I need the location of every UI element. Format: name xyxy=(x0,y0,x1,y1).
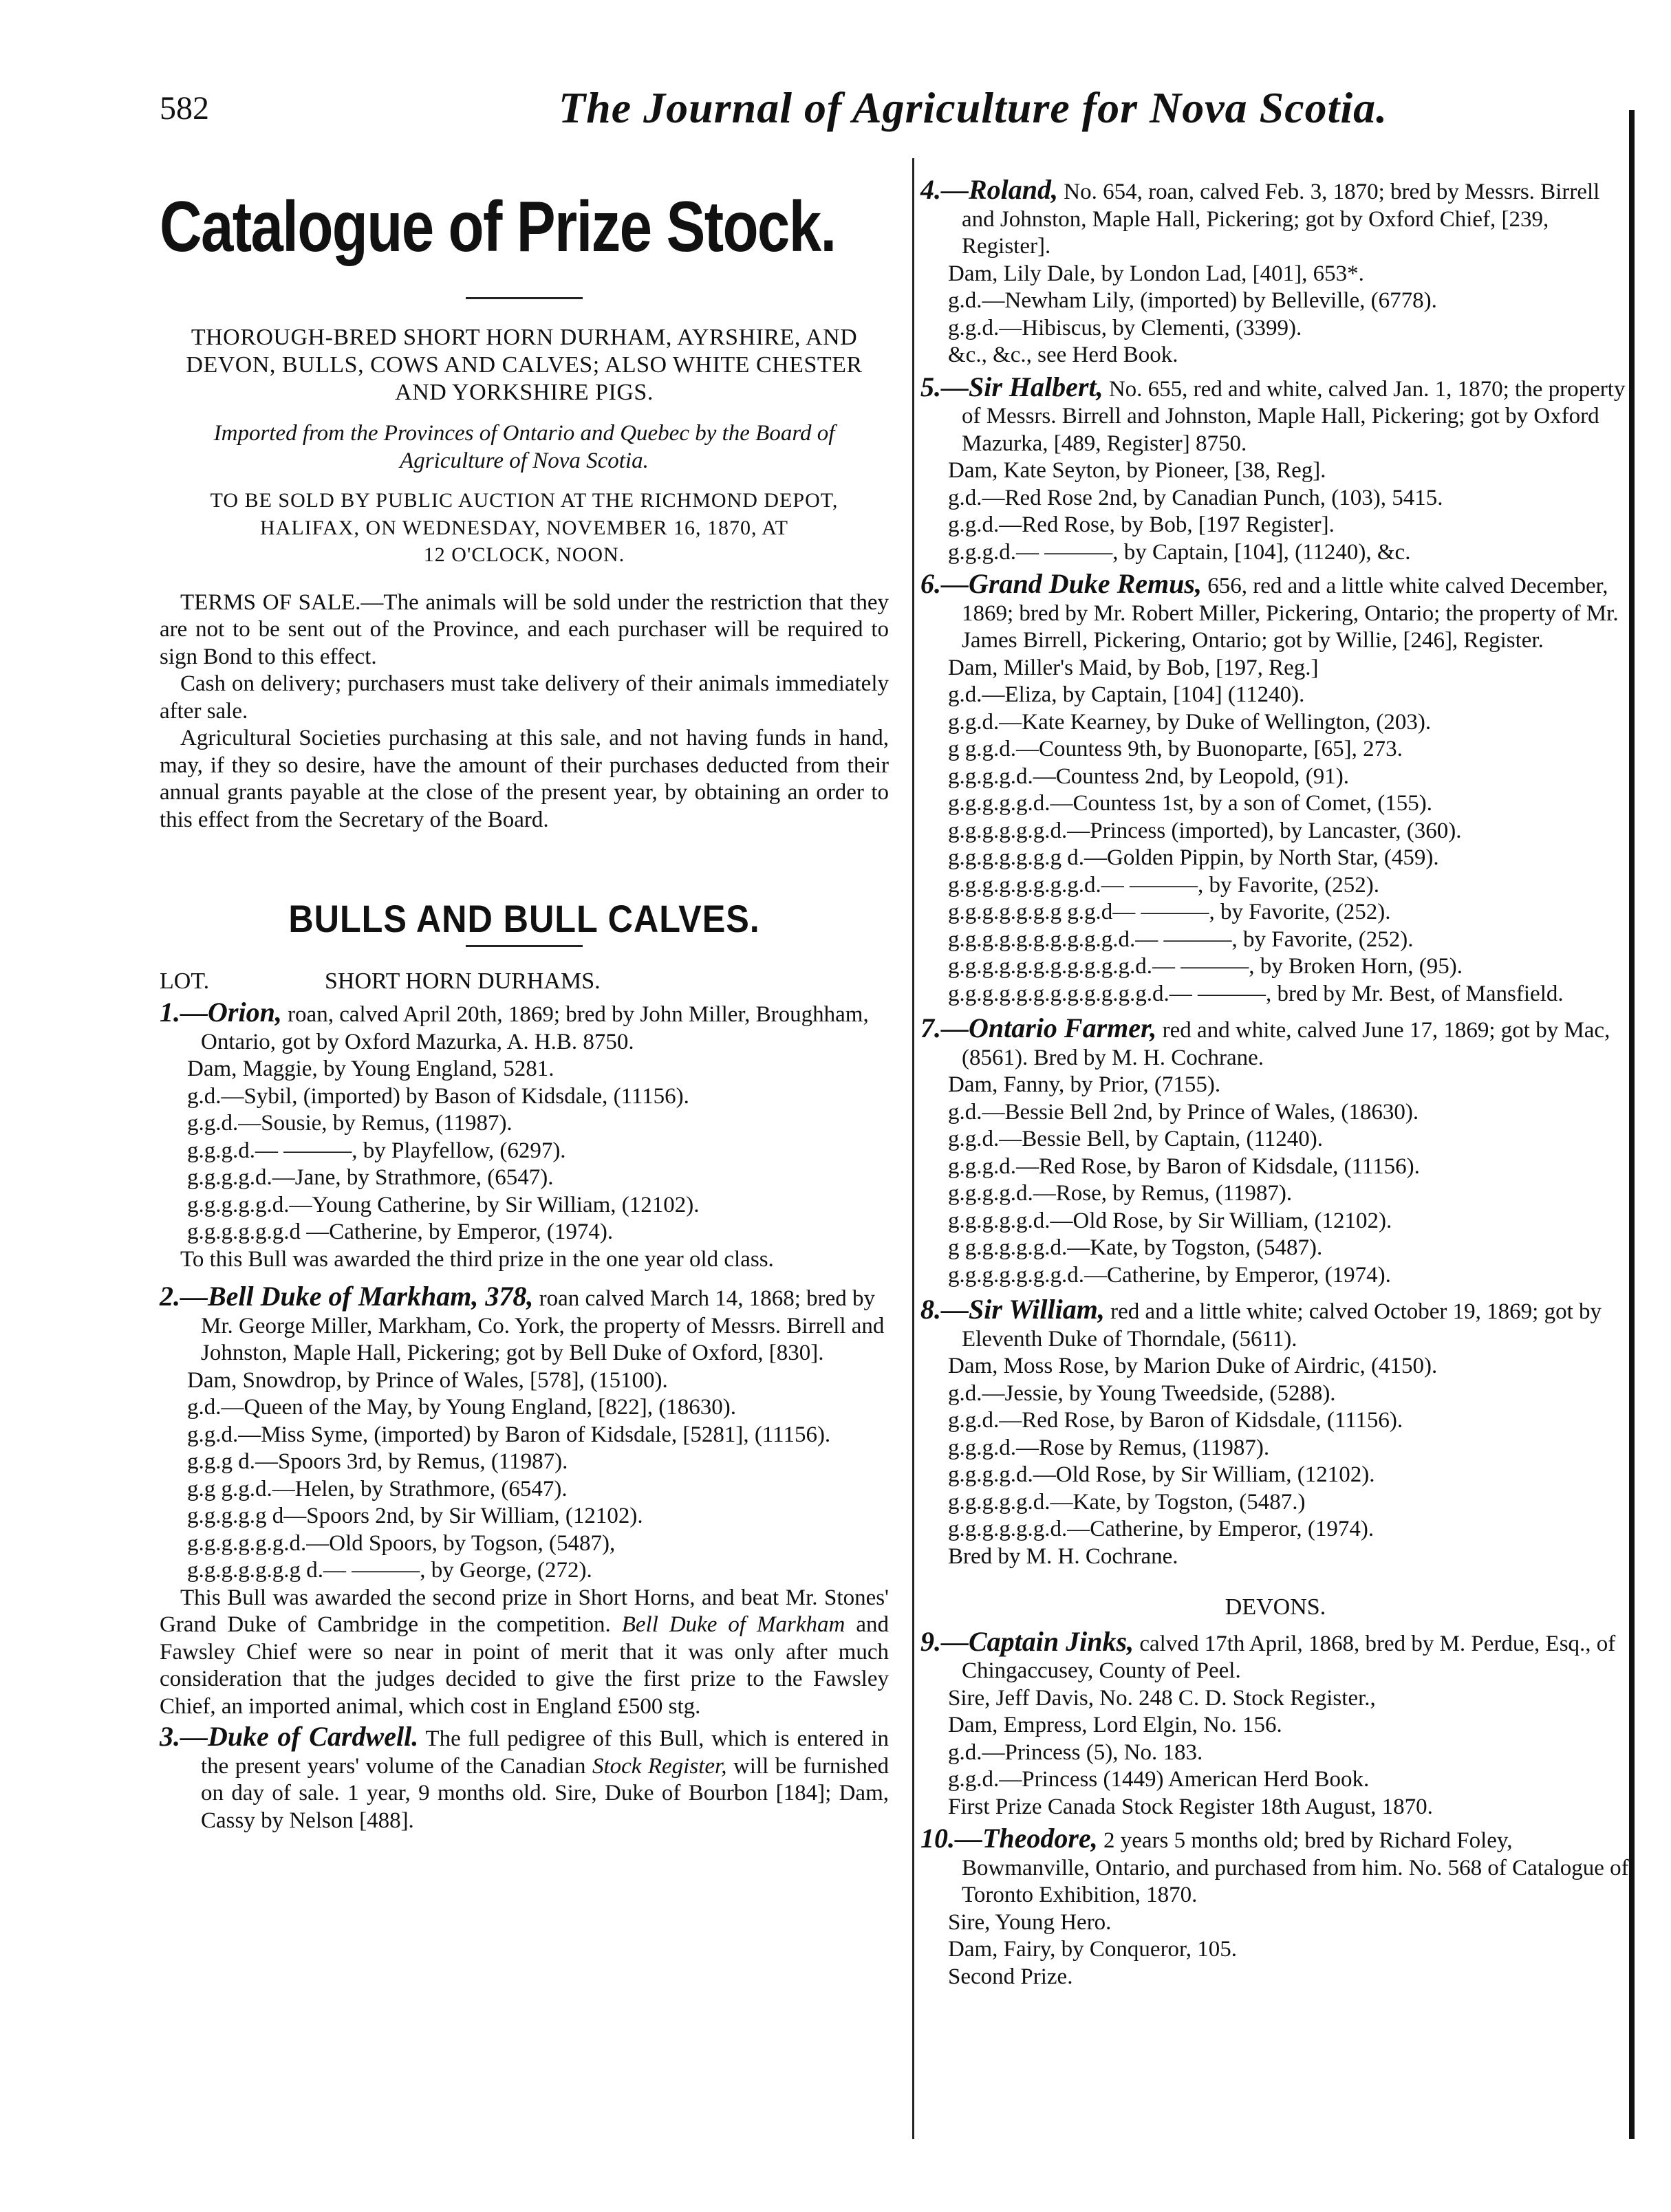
catalogue-subtitle: THOROUGH-BRED SHORT HORN DURHAM, AYRSHIRE, AND DEVON, BULLS, COWS AND CALVES; ALSO WHITE CHESTER AND YORKSHIRE PIGS. xyxy=(186,325,863,405)
lot-name: 1.—Orion, xyxy=(160,997,282,1028)
pedigree-line: g.g.g.g.d.—Old Rose, by Sir William, (12102). xyxy=(948,1462,1375,1487)
lot-name: 3.—Duke of Cardwell. xyxy=(160,1721,419,1752)
lot-description: red and a little white; calved October 19, 1869; got by Eleventh Duke of Thorndale, (5611). xyxy=(962,1299,1602,1352)
lot-name: 8.—Sir William, xyxy=(920,1294,1105,1325)
lot-description: will be furnished on day of sale. 1 year, 9 months old. Sire, Duke of Bourbon [184]; Dam, Cassy by Nelson [488]. xyxy=(201,1753,890,1833)
pedigree-line: g.d.—Jessie, by Young Tweedside, (5288). xyxy=(948,1380,1336,1406)
lot-description: red and white, calved June 17, 1869; got by Mac, (8561). Bred by M. H. Cochrane. xyxy=(962,1018,1610,1070)
pedigree-list xyxy=(920,1353,1630,1570)
pedigree-line: g.g.g.g.g.g.g g.g.d— ———, by Favorite, (252). xyxy=(948,900,1391,924)
lot-entry xyxy=(160,1283,889,1720)
lot-entry xyxy=(920,570,1630,1008)
lot-entry xyxy=(920,373,1630,567)
pedigree-list xyxy=(160,1056,889,1246)
lot-name: 9.—Captain Jinks, xyxy=(920,1625,1134,1657)
pedigree-line: Sire, Young Hero. xyxy=(948,1909,1112,1935)
column-divider xyxy=(912,158,914,2139)
lot-name: 5.—Sir Halbert, xyxy=(920,371,1103,402)
pedigree-line: First Prize Canada Stock Register 18th August, 1870. xyxy=(948,1794,1433,1819)
pedigree-line: g.g.d.—Red Rose, by Bob, [197 Register]. xyxy=(948,512,1335,537)
pedigree-list xyxy=(920,1909,1630,1991)
catalogue-title: Catalogue of Prize Stock. xyxy=(160,187,836,267)
pedigree-line: Dam, Snowdrop, by Prince of Wales, [578], (15100). xyxy=(187,1367,668,1393)
pedigree-line: Second Prize. xyxy=(948,1964,1073,1989)
lot-entry xyxy=(920,1825,1630,1991)
lot-description: The full pedigree of this Bull, which is entered in the present years' volume of the Canadian xyxy=(201,1726,890,1779)
lot-entry xyxy=(920,1012,1630,1289)
pedigree-line: g.d.—Newham Lily, (imported) by Belleville, (6778). xyxy=(948,288,1437,313)
lot-name: 2.—Bell Duke of Markham, 378, xyxy=(160,1281,534,1312)
lot-description: No. 655, red and white, calved Jan. 1, 1870; the property of Messrs. Birrell and Johnston, Maple Hall, Pickering; got by Oxford Mazurka, [489, Register] 8750. xyxy=(962,376,1626,456)
pedigree-line: g.g.d.—Red Rose, by Baron of Kidsdale, (11156). xyxy=(948,1408,1403,1433)
pedigree-line: g.g.g.g.g.g.g.d.—Catherine, by Emperor, (1974). xyxy=(948,1262,1391,1288)
lot-label: LOT. xyxy=(160,968,210,994)
lot-name: 6.—Grand Duke Remus, xyxy=(920,568,1202,599)
lot-description-italic: Stock Register, xyxy=(592,1753,727,1779)
pedigree-line: Sire, Jeff Davis, No. 248 C. D. Stock Register., xyxy=(948,1685,1376,1711)
pedigree-list xyxy=(920,655,1630,1008)
lot-description: calved 17th April, 1868, bred by M. Perdue, Esq., of Chingaccusey, County of Peel. xyxy=(962,1631,1616,1683)
sale-line: 12 O'CLOCK, NOON. xyxy=(423,543,625,566)
lot-description: roan calved March 14, 1868; bred by Mr. George Miller, Markham, Co. York, the property of Messrs. Birrell and Johnston, Maple Hall, Pickering; got by Bell Duke of Oxford, [830]. xyxy=(201,1286,885,1365)
pedigree-line: g.d.—Sybil, (imported) by Bason of Kidsdale, (11156). xyxy=(187,1083,689,1109)
lot-entry xyxy=(920,176,1630,369)
lot-note-text: This Bull was awarded the second prize in Short Horns, and beat Mr. Stones' Grand Duke of Cambridge in the competition. xyxy=(160,1585,889,1637)
section-rule xyxy=(466,945,583,947)
lot-header xyxy=(160,968,889,995)
pedigree-line: g.g.d.—Miss Syme, (imported) by Baron of Kidsdale, [5281], (11156). xyxy=(187,1422,831,1447)
journal-title: The Journal of Agriculture for Nova Scotia. xyxy=(559,83,1388,132)
pedigree-line: g.g.g.g.g.g.d.—Old Spoors, by Togson, (5487), xyxy=(187,1530,616,1556)
lot-entry xyxy=(920,1625,1630,1821)
lot-note-text: and Fawsley Chief were so near in point of merit that it was only after much consideration that the judges decided to give the first prize to the Fawsley Chief, an imported animal, which cost in England £500 stg. xyxy=(160,1612,889,1719)
lot-entry xyxy=(160,1723,889,1834)
pedigree-line: g.g.g.g.g.g.g.g.g.g.d.— ———, by Favorite, (252). xyxy=(948,926,1414,952)
pedigree-line: g.g.g.d.—Rose by Remus, (11987). xyxy=(948,1435,1270,1460)
pedigree-line: g g.g.g.g.g.d.—Kate, by Togston, (5487). xyxy=(948,1235,1323,1260)
pedigree-line: g.g.g.g.g.d.—Countess 1st, by a son of Comet, (155). xyxy=(948,791,1432,816)
pedigree-line: Dam, Lily Dale, by London Lad, [401], 653*. xyxy=(948,261,1364,286)
pedigree-list xyxy=(160,1367,889,1585)
pedigree-line: g.g.g.g.g d—Spoors 2nd, by Sir William, (12102). xyxy=(187,1504,643,1528)
terms-paragraph: Cash on delivery; purchasers must take delivery of their animals immediately after sale. xyxy=(160,671,889,724)
terms-of-sale xyxy=(160,589,889,834)
pedigree-line: Bred by M. H. Cochrane. xyxy=(948,1543,1178,1569)
pedigree-list xyxy=(920,261,1630,369)
pedigree-line: g.g.g.d.—Red Rose, by Baron of Kidsdale, (11156). xyxy=(948,1153,1420,1179)
pedigree-line: g.g.g.g.g.g.d.—Princess (imported), by Lancaster, (360). xyxy=(948,818,1462,843)
page-header xyxy=(160,83,1625,151)
lot-name: 4.—Roland, xyxy=(920,174,1059,205)
pedigree-line: Dam, Moss Rose, by Marion Duke of Airdric, (4150). xyxy=(948,1354,1438,1378)
pedigree-line: g.d.—Bessie Bell 2nd, by Prince of Wales, (18630). xyxy=(948,1099,1419,1125)
pedigree-line: &c., &c., see Herd Book. xyxy=(948,343,1178,367)
pedigree-line: g.g.g.g.d.—Rose, by Remus, (11987). xyxy=(948,1181,1293,1206)
pedigree-line: g.g.g.g.g.g.g.g.g.g.g.d.— ———, by Broken Horn, (95). xyxy=(948,954,1463,979)
pedigree-line: g.g.g.g.g.g.d.—Catherine, by Emperor, (1974). xyxy=(948,1517,1374,1541)
pedigree-line: g.g.d.—Princess (1449) American Herd Book. xyxy=(948,1767,1370,1792)
pedigree-list xyxy=(920,457,1630,566)
sale-notice xyxy=(160,487,889,569)
pedigree-line: g.g.g.g.g.g.g d.— ———, by George, (272). xyxy=(187,1558,592,1583)
pedigree-list xyxy=(920,1685,1630,1821)
pedigree-line: g.g.d.—Kate Kearney, by Duke of Wellington, (203). xyxy=(948,709,1432,735)
pedigree-line: g.g.d.—Sousie, by Remus, (11987). xyxy=(187,1111,513,1136)
lot-description: No. 654, roan, calved Feb. 3, 1870; bred by Messrs. Birrell and Johnston, Maple Hall, Pickering; got by Oxford Chief, [239, Register]. xyxy=(962,180,1600,259)
lot-note-italic: Bell Duke of Markham xyxy=(621,1612,845,1637)
terms-paragraph: TERMS OF SALE.—The animals will be sold under the restriction that they are not to be sent out of the Province, and each purchaser will be required to sign Bond to this effect. xyxy=(160,589,889,669)
pedigree-line: g.g.g.g.g.g.g.g.d.— ———, by Favorite, (252). xyxy=(948,872,1379,898)
lot-description: roan, calved April 20th, 1869; bred by John Miller, Broughham, Ontario, got by Oxford Mazurka, A. H.B. 8750. xyxy=(201,1002,869,1054)
pedigree-line: Dam, Empress, Lord Elgin, No. 156. xyxy=(948,1713,1282,1737)
pedigree-line: g.g.d.—Bessie Bell, by Captain, (11240). xyxy=(948,1127,1324,1151)
pedigree-line: g.g.g.g.g.g.g.g.g.g.g.g.d.— ———, bred by Mr. Best, of Mansfield. xyxy=(948,981,1564,1006)
section-heading: BULLS AND BULL CALVES. xyxy=(288,897,760,940)
pedigree-line: Dam, Kate Seyton, by Pioneer, [38, Reg]. xyxy=(948,458,1326,483)
pedigree-line: g.g.g d.—Spoors 3rd, by Remus, (11987). xyxy=(187,1449,568,1474)
pedigree-line: g.g.g.g.g.g.d —Catherine, by Emperor, (1974). xyxy=(187,1219,614,1244)
pedigree-line: g g.g.d.—Countess 9th, by Buonoparte, [65], 273. xyxy=(948,737,1403,761)
lot-entry xyxy=(160,999,889,1273)
title-rule xyxy=(466,297,583,299)
breed-heading: SHORT HORN DURHAMS. xyxy=(325,968,601,994)
lot-name: 7.—Ontario Farmer, xyxy=(920,1012,1157,1043)
sale-line: HALIFAX, ON WEDNESDAY, NOVEMBER 16, 1870, AT xyxy=(260,516,788,539)
page-number: 582 xyxy=(160,90,209,127)
pedigree-line: g.g.g.g.d.—Jane, by Strathmore, (6547). xyxy=(187,1165,554,1190)
pedigree-line: g.g.g.d.— ———, by Playfellow, (6297). xyxy=(187,1138,566,1163)
lot-description: 2 years 5 months old; bred by Richard Foley, Bowmanville, Ontario, and purchased from him. No. 568 of Catalogue of Toronto Exhibition, 1870. xyxy=(962,1828,1629,1907)
lot-entry xyxy=(920,1296,1630,1570)
pedigree-line: Dam, Fairy, by Conqueror, 105. xyxy=(948,1937,1237,1962)
sale-line: TO BE SOLD BY PUBLIC AUCTION AT THE RICHMOND DEPOT, xyxy=(210,489,839,512)
pedigree-line: Dam, Miller's Maid, by Bob, [197, Reg.] xyxy=(948,655,1319,680)
pedigree-line: Dam, Fanny, by Prior, (7155). xyxy=(948,1072,1221,1097)
lot-note: To this Bull was awarded the third prize in the one year old class. xyxy=(180,1246,774,1272)
left-column xyxy=(160,172,889,1834)
devons-heading: DEVONS. xyxy=(1225,1594,1326,1620)
pedigree-list xyxy=(920,1072,1630,1289)
terms-paragraph: Agricultural Societies purchasing at this sale, and not having funds in hand, may, if they so desire, have the amount of their purchases deducted from their annual grants payable at the close of the present year, by obtaining an order to this effect from the Secretary of the Board. xyxy=(160,726,889,832)
lot-description: 656, red and a little white calved December, 1869; bred by Mr. Robert Miller, Pickering, Ontario; the property of Mr. James Birrell, Pickering, Ontario; got by Willie, [246], Register. xyxy=(962,574,1619,653)
pedigree-line: g.d.—Eliza, by Captain, [104] (11240). xyxy=(948,682,1305,707)
lot-name: 10.—Theodore, xyxy=(920,1823,1098,1854)
pedigree-line: g.g.g.g.g.d.—Old Rose, by Sir William, (12102). xyxy=(948,1208,1392,1233)
right-column xyxy=(920,172,1630,1991)
imported-note: Imported from the Provinces of Ontario and Quebec by the Board of Agriculture of Nova Scotia. xyxy=(213,421,835,473)
pedigree-line: g.g.g.d.— ———, by Captain, [104], (11240), &c. xyxy=(948,539,1411,565)
pedigree-line: Dam, Maggie, by Young England, 5281. xyxy=(187,1056,554,1081)
pedigree-line: g.d.—Queen of the May, by Young England, [822], (18630). xyxy=(187,1395,737,1420)
pedigree-line: g.g.d.—Hibiscus, by Clementi, (3399). xyxy=(948,315,1302,340)
pedigree-line: g.g g.g.d.—Helen, by Strathmore, (6547). xyxy=(187,1476,568,1501)
pedigree-line: g.g.g.g.g.g.g d.—Golden Pippin, by North Star, (459). xyxy=(948,845,1439,870)
pedigree-line: g.g.g.g.g.d.—Kate, by Togston, (5487.) xyxy=(948,1489,1306,1515)
pedigree-line: g.g.g.g.g.d.—Young Catherine, by Sir William, (12102). xyxy=(187,1192,700,1217)
lot-note xyxy=(160,1585,889,1721)
pedigree-line: g.d.—Princess (5), No. 183. xyxy=(948,1739,1203,1765)
pedigree-line: g.g.g.g.d.—Countess 2nd, by Leopold, (91). xyxy=(948,763,1349,789)
pedigree-line: g.d.—Red Rose 2nd, by Canadian Punch, (103), 5415. xyxy=(948,485,1443,510)
